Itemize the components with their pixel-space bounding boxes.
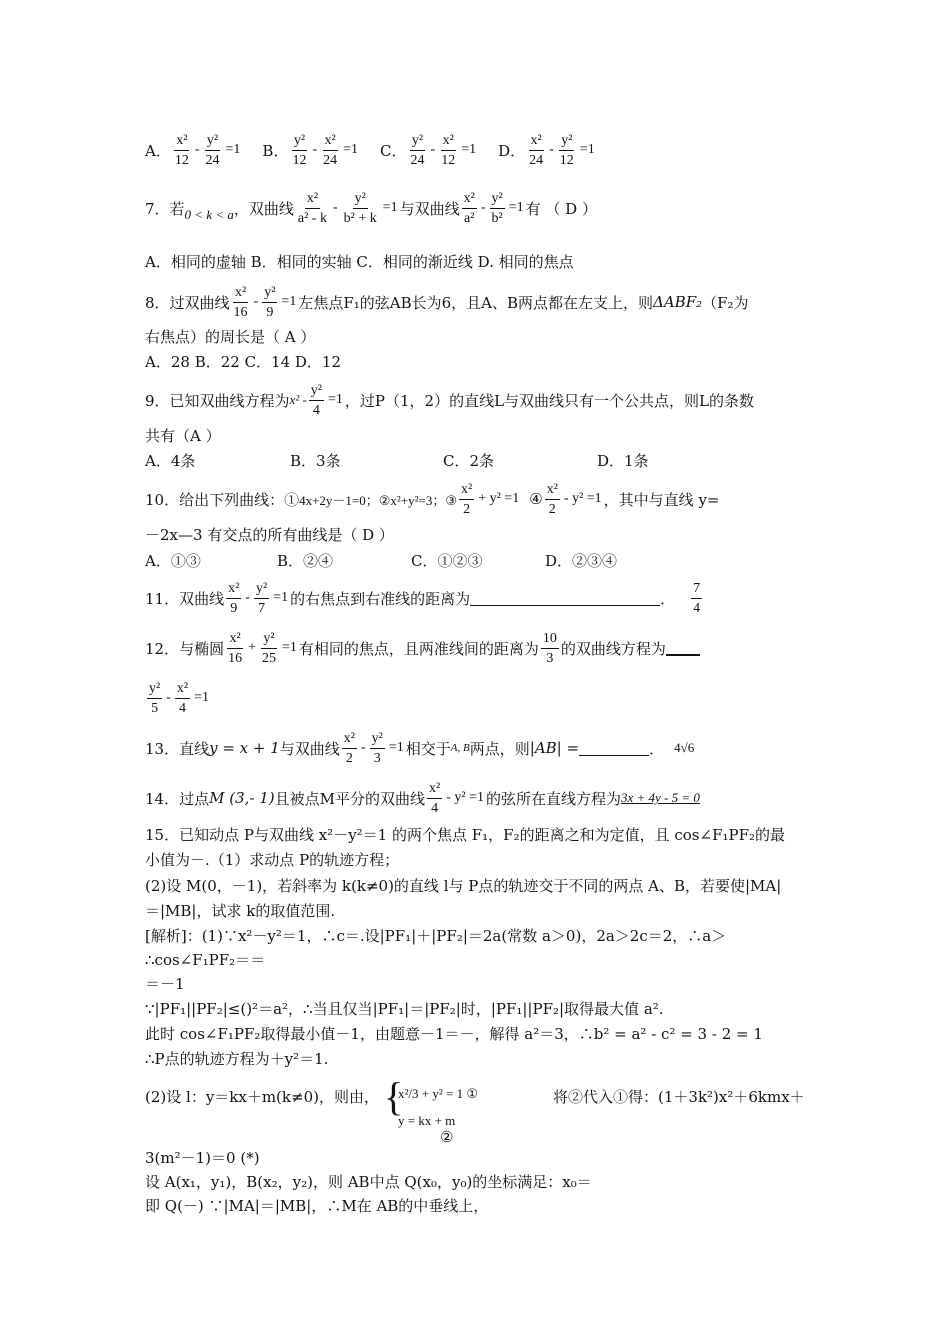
q10-line2: －2x—3 有交点的所有曲线是（ D ） (145, 526, 394, 544)
q14-answer: 3x + 4y - 5 = 0 (620, 790, 700, 805)
q14-point: M (3,- 1) (209, 789, 275, 807)
q8-frac2: $\frac{\text{y²}}{9}$ (264, 284, 276, 320)
q10-opt-c: C．①②③ (411, 552, 483, 570)
q15-line-8: 此时 cos∠F₁PF₂取得最小值－1，由题意－1＝－，解得 a²＝3，∴b² = a² - c² = 3 - 2 = 1 (145, 1025, 763, 1043)
q6-option-a-label: A． (145, 141, 171, 160)
q6-option-b-label: B． (262, 141, 289, 160)
q12-frac1: $\frac{\text{x²}}{16}$ (228, 630, 243, 666)
q6-a-frac2: $\frac{\text{y²}}{24}$ (205, 132, 220, 168)
q11-frac1: $\frac{\text{x²}}{9}$ (228, 580, 240, 616)
q15b-line4: 即 Q(－) ∵|MA|＝|MB|，∴M在 AB的中垂线上， (145, 1197, 489, 1215)
system-mark-2: ② (440, 1130, 454, 1146)
q15-line-7: ∵|PF₁||PF₂|≤()²＝a²，∴当且仅当|PF₁|＝|PF₂|时，|PF₁||PF₂|取得最大值 a². (145, 1000, 664, 1018)
q15b-prefix: (2)设 l：y＝kx＋m(k≠0)，则由， (145, 1088, 379, 1106)
q8-line2: 右焦点）的周长是（ A ） (145, 328, 316, 346)
q6-b-frac1: $\frac{\text{y²}}{12}$ (292, 132, 307, 168)
question-13: 13．直线 y = x + 1 与双曲线 $\frac{\text{x²}}{2}$ - $\frac{\text{y²}}{3}$ =1 相交于 A, B 两点，则 |AB| = ． 4√6 (145, 730, 695, 766)
q11-answer-blank (470, 591, 660, 606)
q6-option-c-label: C． (380, 141, 407, 160)
q13-line: y = x + 1 (209, 739, 280, 757)
q9-opt-c: C．2条 (443, 452, 495, 470)
q15-line-0: 15．已知动点 P与双曲线 x²－y²＝1 的两个焦点 F₁，F₂的距离之和为定值，且 cos∠F₁PF₂的最 (145, 826, 786, 844)
system-eq2: y = kx + m (398, 1113, 456, 1128)
q9-line2: 共有（A ） (145, 427, 221, 445)
question-8: 8．过双曲线 $\frac{\text{x²}}{16}$ - $\frac{\text{y²}}{9}$ =1 左焦点F₁的弦AB长为6，且A、B两点都在左支上，则 ΔABF₂ （F₂为 (145, 284, 749, 320)
q7-frac4: $\frac{\text{y²}}{\text{b²}}$ (491, 190, 503, 226)
q10-frac4: $\frac{\text{x²}}{2}$ (546, 481, 558, 517)
system-eq1: x²/3 + y² = 1 ① (398, 1086, 478, 1101)
q13-frac1: $\frac{\text{x²}}{2}$ (343, 730, 355, 766)
q13-frac2: $\frac{\text{y²}}{3}$ (371, 730, 383, 766)
q8-triangle: ΔABF₂ (653, 293, 703, 311)
q15-line-4: [解析]：(1)∵x²－y²＝1，∴c＝.设|PF₁|＋|PF₂|＝2a(常数 a＞0)，2a＞2c＝2，∴a＞ (145, 927, 727, 945)
q7-condition: 0 < k < a (184, 207, 234, 222)
q8-options: A．28 B．22 C．14 D．12 (145, 353, 342, 371)
q6-a-frac1: $\frac{\text{x²}}{12}$ (174, 132, 189, 168)
q12-answer-blank (666, 640, 700, 656)
q10-frac3: $\frac{\text{x²}}{2}$ (461, 481, 473, 517)
q6-options: A． $\frac{\text{x²}}{12}$ - $\frac{\text{y²}}{24}$ =1 B． $\frac{\text{y²}}{12}$ - $\frac{\text{x²}}{24}$ =1 C． $\frac{\text{y²}}{24}$ - $\frac{\text{x²}}{12}$ =1 D． $\frac{\text{x²}}{24}$ - $\frac{\text{y²}}{12}$ =1 (145, 132, 595, 168)
q12-answer: $\frac{\text{y²}}{5}$ - $\frac{\text{x²}}{4}$ =1 (149, 680, 209, 716)
q10-opt-a: A．①③ (145, 552, 201, 570)
q13-answer-blank (579, 741, 649, 756)
q7-frac1: $\frac{\text{x²}}{\text{a² - k}}$ (297, 190, 327, 226)
q15-line-3: ＝|MB|，试求 k的取值范围. (145, 902, 336, 920)
q10-opt-b: B．②④ (277, 552, 334, 570)
q9-opt-a: A．4条 (145, 452, 196, 470)
question-12: 12．与椭圆 $\frac{\text{x²}}{16}$ + $\frac{\text{y²}}{25}$ =1 有相同的焦点，且两准线间的距离为 $\frac{10}{3}$ 的双曲线方程为 (145, 626, 700, 670)
q7-frac3: $\frac{\text{x²}}{\text{a²}}$ (463, 190, 475, 226)
q6-c-frac1: $\frac{\text{y²}}{24}$ (410, 132, 425, 168)
q15b-line2: 3(m²－1)＝0 (*) (145, 1149, 260, 1167)
q7-options: A．相同的虚轴 B．相同的实轴 C．相同的渐近线 D. 相同的焦点 (145, 253, 574, 271)
q7-frac2: $\frac{\text{y²}}{\text{b² + k}}$ (343, 190, 377, 226)
q6-d-frac1: $\frac{\text{x²}}{24}$ (529, 132, 544, 168)
q15-line-2: (2)设 M(0，－1)，若斜率为 k(k≠0)的直线 l与 P点的轨迹交于不同的两点 A、B，若要使|MA| (145, 877, 782, 895)
q12-frac2: $\frac{\text{y²}}{25}$ (262, 630, 276, 666)
q15-line-6: ＝－1 (145, 975, 185, 993)
q6-c-frac2: $\frac{\text{x²}}{12}$ (441, 132, 456, 168)
q9-opt-b: B．3条 (290, 452, 341, 470)
q15b-line3: 设 A(x₁，y₁)，B(x₂，y₂)，则 AB中点 Q(x₀，y₀)的坐标满足：x₀＝ (145, 1173, 592, 1191)
q10-opt-d: D．②③④ (545, 552, 618, 570)
q15-line-5: ∴cos∠F₁PF₂＝＝ (145, 951, 266, 969)
q13-answer: 4√6 (674, 740, 695, 755)
q15-line-1: 小值为－.（1）求动点 P的轨迹方程； (145, 851, 400, 869)
q12-ans-frac1: $\frac{\text{y²}}{5}$ (149, 680, 161, 716)
q8-frac1: $\frac{\text{x²}}{16}$ (233, 284, 248, 320)
system-brace: { (384, 1074, 404, 1119)
question-14: 14．过点 M (3,- 1) 且被点M平分的双曲线 $\frac{\text{x²}}{4}$ - y² =1 的弦所在直线方程为 3x + 4y - 5 = 0 (145, 780, 700, 816)
question-11: 11．双曲线 $\frac{\text{x²}}{9}$ - $\frac{\text{y²}}{7}$ =1 的右焦点到右准线的距离为 ． $\frac{7}{4}$ (145, 580, 701, 616)
q15b-suffix: 将②代入①得：(1＋3k²)x²＋6kmx＋ (553, 1088, 805, 1106)
q12-distance: $\frac{10}{3}$ (542, 630, 557, 666)
q14-frac: $\frac{\text{x²}}{4}$ (429, 780, 441, 816)
q9-frac: $\frac{\text{y²}}{4}$ (310, 382, 322, 418)
q9-opt-d: D．1条 (597, 452, 649, 470)
question-7: 7．若 0 < k < a ，双曲线 $\frac{\text{x²}}{\text{a² - k}}$ - $\frac{\text{y²}}{\text{b² + k}}$ =1 与双曲线 $\frac{\text{x²}}{\text{a²}}$ - $\frac{\text{y²}}{\text{b²}}$ =1 有 （ D ） (145, 190, 597, 226)
question-9: 9．已知双曲线方程为 x² - $\frac{\text{y²}}{4}$ =1 ，过P（1，2）的直线L与双曲线只有一个公共点，则L的条数 (145, 382, 755, 418)
question-10: 10．给出下列曲线：① 4x+2y－1=0； ②x²+y²=3；③ $\frac{\text{x²}}{2}$ + y² =1 ④ $\frac{\text{x²}}{2}$ - y² =1 ，其中与直线 y= (145, 481, 720, 517)
q12-ans-frac2: $\frac{\text{x²}}{4}$ (176, 680, 189, 716)
q11-answer: $\frac{7}{4}$ (693, 580, 701, 616)
q6-b-frac2: $\frac{\text{x²}}{24}$ (323, 132, 338, 168)
q6-option-d-label: D． (498, 141, 526, 160)
q15-line-9: ∴P点的轨迹方程为＋y²＝1. (145, 1050, 329, 1068)
q6-d-frac2: $\frac{\text{y²}}{12}$ (559, 132, 574, 168)
q11-frac2: $\frac{\text{y²}}{7}$ (255, 580, 268, 616)
